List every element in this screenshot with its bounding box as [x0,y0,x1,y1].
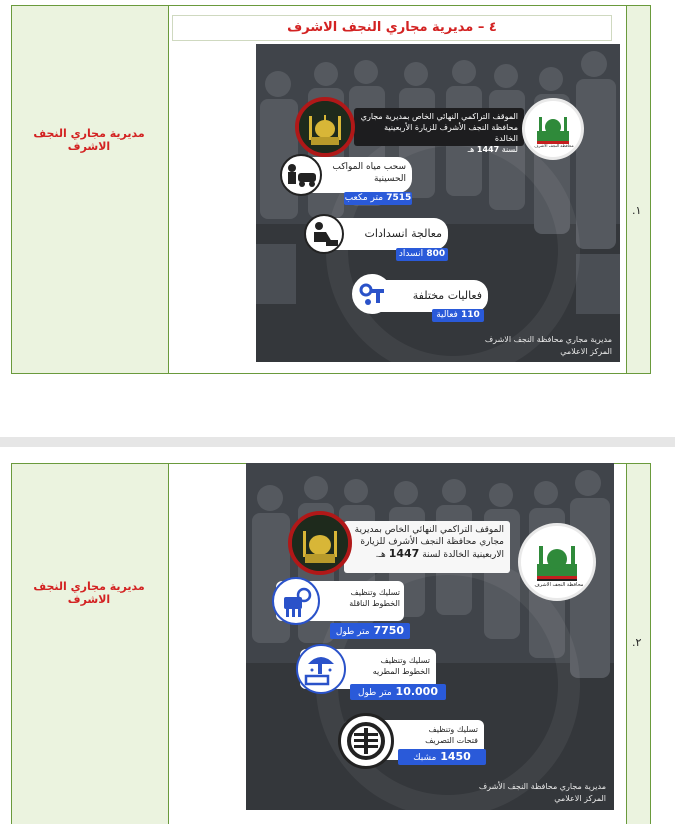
sewage-truck-icon [280,154,322,196]
header-line-1: الموقف التراكمي النهائي الخاص بمديرية مجاري [360,112,518,121]
stat-value-1: 7750 متر طول [330,623,410,639]
logo-caption: محافظة النجف الاشرف [534,582,584,588]
stat-value-3: 110 فعالية [432,309,484,322]
document-page-2 [0,447,675,824]
header-line-2: محافظة النجف الأشرف للزيارة الأربعينية الخالدة [384,123,518,143]
shrine-emblem-1 [295,97,355,157]
logo-caption: محافظة النجف الاشرف [534,143,574,148]
directorate-logo-2 [518,523,596,601]
header-line-2: مجاري محافظة النجف الأشرف للزيارة [360,537,504,547]
entity-label-1: مديرية مجاري النجف الاشرف [33,127,145,153]
entity-label-2: مديرية مجاري النجف الاشرف [33,580,145,606]
pipe-cleaning-icon [272,577,320,625]
stat-title-1: سحب مياه المواكب الحسينية [332,162,406,184]
section-title: ٤ – مديرية مجاري النجف الاشرف [172,15,612,41]
entity-cell-2 [12,464,168,824]
row-number-2: ٢. [632,636,642,649]
poster-header-2 [344,521,510,573]
stat-value-3: 1450 مشبك [398,749,486,765]
stat-title-3: فعاليات مختلفة [412,289,482,302]
mosque-logo-icon [525,101,581,157]
poster-header-1 [354,108,524,154]
infographic-poster-2 [246,463,614,810]
shrine-emblem-2 [288,511,352,575]
stat-title-2: معالجة انسدادات [364,227,442,240]
stat-title-2: تسليك وتنظيف الخطوط المطريه [372,656,430,676]
poster-footer-2: مديرية مجاري محافظة النجف الأشرف المركز الاعلامي [478,782,606,803]
rain-drain-icon [296,644,346,694]
stat-title-3: تسليك وتنظيف فتحات التصريف [425,725,478,745]
shrine-dome-icon [299,101,351,153]
manhole-icon [338,713,394,769]
header-line-1: الموقف التراكمي النهائي الخاص بمديرية [354,525,504,535]
shrine-dome-icon [292,515,348,571]
header-line-3: لسنة 1447 هـ [467,145,518,154]
entity-cell-1 [12,6,168,373]
header-line-3: الاربعينية الخالدة لسنة 1447 هـ. [375,547,504,560]
row-number-1: ١. [632,204,642,217]
directorate-logo-1 [522,98,584,160]
poster-footer-1: مديرية مجاري محافظة النجف الاشرف المركز الاعلامي [484,335,612,356]
stat-value-2: 800 انسداد [396,248,448,261]
pipe-worker-icon [304,214,344,254]
stat-value-2: 10.000 متر طول [350,684,446,700]
valve-icon [352,274,392,314]
stat-title-1: تسليك وتنظيف الخطوط الناقلة [349,588,400,608]
stat-value-1: 7515 متر مكعب [344,193,412,203]
number-cell-1 [627,6,650,373]
infographic-poster-1 [256,44,620,362]
